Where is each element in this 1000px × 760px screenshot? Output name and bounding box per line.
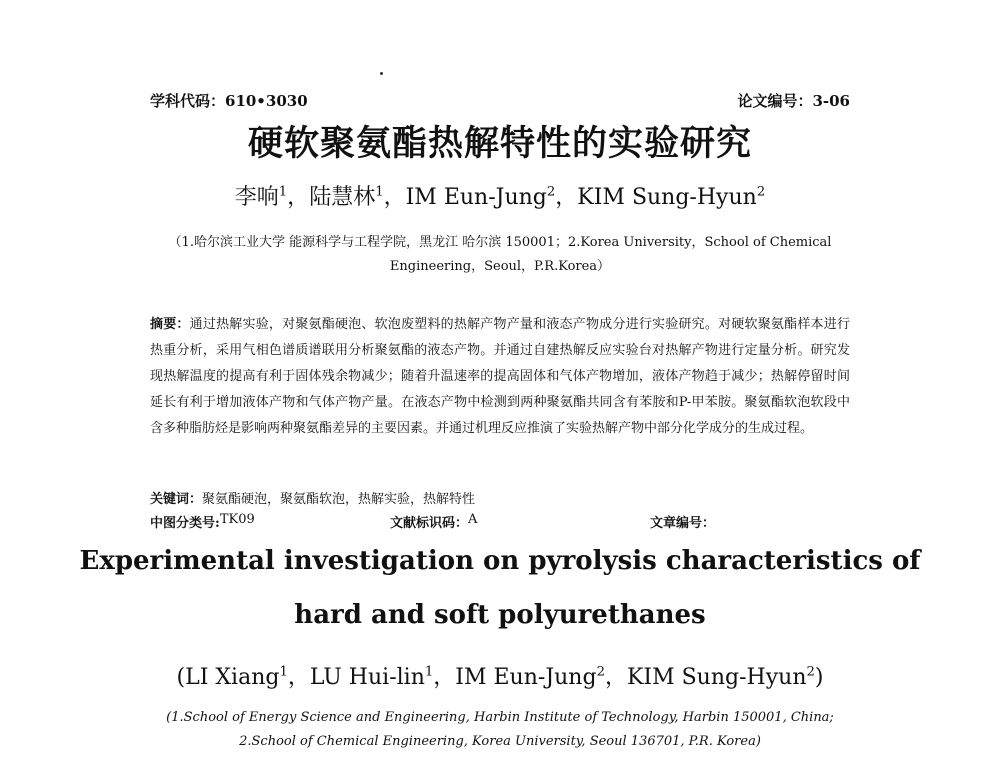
- chinese-affiliation: （1.哈尔滨工业大学 能源科学与工程学院，黑龙江 哈尔滨 150001；2.Korea University，School of Chemical Engineering，Seoul，P.R.Korea）: [168, 235, 832, 274]
- classification-row: [150, 512, 850, 532]
- chinese-keywords: [150, 488, 850, 507]
- author-name: IM Eun-Jung: [455, 665, 597, 690]
- author-separator: ，: [433, 665, 456, 690]
- chinese-title: 硬软聚氨酯热解特性的实验研究: [247, 123, 752, 164]
- author-affil-mark: 1: [278, 184, 288, 200]
- scan-speck: [380, 72, 383, 75]
- keywords-text: 聚氨酯硬泡，聚氨酯软泡，热解实验，热解特性: [202, 492, 476, 507]
- english-affiliation-line-2: 2.School of Chemical Engineering, Korea University, Seoul 136701, P.R. Korea): [239, 734, 761, 749]
- document-code: [390, 512, 478, 531]
- english-title-line-1: Experimental investigation on pyrolysis characteristics of: [79, 546, 921, 576]
- author-separator: ，: [287, 665, 310, 690]
- author-name: KIM Sung-Hyun: [577, 185, 757, 210]
- meta-row: [150, 90, 850, 114]
- chinese-abstract: [150, 312, 850, 442]
- author-name: IM Eun-Jung: [405, 185, 547, 210]
- subject-code: 学科代码：610•3030: [150, 92, 308, 110]
- english-title-line-2: hard and soft polyurethanes: [294, 600, 706, 630]
- author-affil-mark: 2: [546, 184, 556, 200]
- author-affil-mark: 1: [424, 664, 434, 680]
- author-name: LU Hui-lin: [309, 665, 425, 690]
- author-affil-mark: 1: [375, 184, 384, 200]
- chinese-authors: [0, 180, 1000, 211]
- author-name: 陆慧林: [309, 185, 376, 210]
- paren-close: ): [814, 665, 824, 690]
- english-affiliation-line-1: (1.School of Energy Science and Engineering, Harbin Institute of Technology, Harbin 150001, China;: [166, 710, 834, 725]
- author-affil-mark: 2: [806, 664, 815, 680]
- doc-code-value: A: [468, 512, 478, 527]
- author-name: 李响: [234, 185, 279, 210]
- abstract-label: 摘要：: [150, 317, 190, 332]
- clc-value: TK09: [219, 512, 255, 527]
- article-no-label: 文章编号：: [650, 516, 716, 531]
- clc-label: 中图分类号:: [150, 516, 220, 531]
- author-affil-mark: 1: [279, 664, 288, 680]
- doc-code-label: 文献标识码：: [390, 516, 469, 531]
- author-affil-mark: 2: [756, 184, 766, 200]
- author-separator: ，: [287, 185, 310, 210]
- keywords-label: 关键词：: [150, 492, 203, 507]
- paren-open: (: [176, 665, 186, 690]
- clc-number: [150, 512, 255, 531]
- author-separator: ，: [604, 665, 627, 690]
- article-number: [650, 512, 715, 531]
- author-name: KIM Sung-Hyun: [626, 665, 807, 690]
- author-separator: ，: [555, 185, 578, 210]
- author-affil-mark: 2: [596, 664, 605, 680]
- abstract-text: 通过热解实验，对聚氨酯硬泡、软泡废塑料的热解产物产量和液态产物成分进行实验研究。对硬软聚氨酯样本进行热重分析，采用气相色谱质谱联用分析聚氨酯的液态产物。并通过自建热解反应实验台对热解产物进行定量分析。研究发现热解温度的提高有利于固体残余物减少；随着升温速率的提高固体和气体产物增加，液体产物趋于减少；热解停留时间延长有利于增加液体产物和气体产物产量。在液态产物中检测到两种聚氨酯共同含有苯胺和P-甲苯胺。聚氨酯软泡软段中含多种脂肪烃是影响两种聚氨酯差异的主要因素。并通过机理反应推演了实验热解产物中部分化学成分的生成过程。: [150, 317, 850, 436]
- author-name: LI Xiang: [185, 665, 280, 690]
- english-authors: [0, 660, 1000, 691]
- author-separator: ，: [383, 185, 406, 210]
- paper-number: 论文编号：3-06: [737, 92, 850, 110]
